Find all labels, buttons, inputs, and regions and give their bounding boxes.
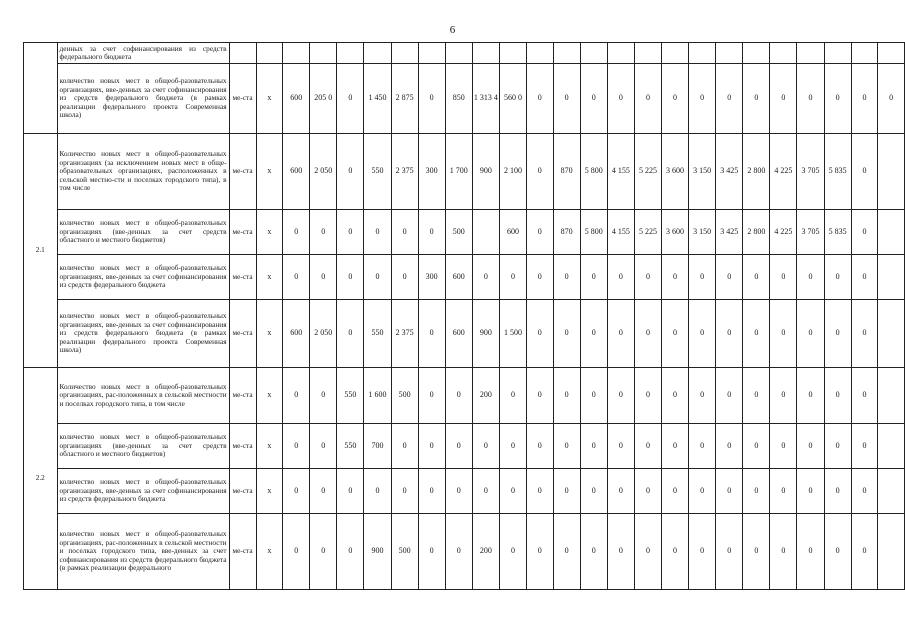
value-cell: 0 xyxy=(337,514,364,590)
value-cell: 0 xyxy=(689,514,716,590)
indicator-description: количество новых мест в общеоб-разовательных организациях, вве-денных за счет софинансирования из средств федерального бюджета (в рамках реализации федерального проекта Современная школа) xyxy=(57,64,229,134)
value-cell: 1 600 xyxy=(364,368,391,424)
value-cell: 600 xyxy=(445,300,472,368)
value-cell: 900 xyxy=(364,514,391,590)
value-cell: 0 xyxy=(743,255,770,300)
value-cell: 0 xyxy=(851,255,878,300)
value-cell: 0 xyxy=(716,255,743,300)
value-cell: 0 xyxy=(607,469,634,514)
value-cell: 2 375 xyxy=(391,134,418,210)
group-number-cell xyxy=(24,43,58,134)
value-cell: 1 500 xyxy=(499,300,526,368)
value-cell: 0 xyxy=(283,424,310,469)
value-cell xyxy=(527,43,554,64)
value-cell: 0 xyxy=(553,255,580,300)
value-cell xyxy=(499,43,526,64)
value-cell: 0 xyxy=(527,64,554,134)
value-cell: 0 xyxy=(499,514,526,590)
value-cell: 0 xyxy=(527,210,554,255)
value-cell xyxy=(607,43,634,64)
value-cell: 0 xyxy=(661,64,688,134)
value-cell xyxy=(634,43,661,64)
value-cell xyxy=(553,43,580,64)
value-cell: 0 xyxy=(337,134,364,210)
value-cell: 0 xyxy=(770,469,797,514)
value-cell: 4 225 xyxy=(770,210,797,255)
value-cell: 0 xyxy=(607,424,634,469)
value-cell xyxy=(472,210,499,255)
value-cell: 0 xyxy=(445,469,472,514)
value-cell: 0 xyxy=(337,255,364,300)
value-cell: 600 xyxy=(283,64,310,134)
value-cell: 0 xyxy=(689,64,716,134)
value-cell: 0 xyxy=(527,300,554,368)
indicator-description: количество новых мест в общеоб-разовательных организациях (вве-денных за счет средств областного и местного бюджетов) xyxy=(57,424,229,469)
value-cell: 0 xyxy=(283,368,310,424)
value-cell: 0 xyxy=(716,368,743,424)
value-cell: 0 xyxy=(580,368,607,424)
base-value-cell: х xyxy=(256,424,283,469)
value-cell: 2 800 xyxy=(743,210,770,255)
value-cell: 600 xyxy=(499,210,526,255)
value-cell: 0 xyxy=(337,64,364,134)
value-cell: 870 xyxy=(553,134,580,210)
value-cell: 0 xyxy=(851,514,878,590)
value-cell xyxy=(580,43,607,64)
value-cell: 0 xyxy=(797,424,824,469)
value-cell xyxy=(824,43,851,64)
value-cell: 0 xyxy=(824,368,851,424)
value-cell: 0 xyxy=(851,368,878,424)
value-cell: 0 xyxy=(743,424,770,469)
value-cell: 3 150 xyxy=(689,134,716,210)
value-cell: 0 xyxy=(689,255,716,300)
table-row xyxy=(24,210,905,255)
value-cell: 0 xyxy=(743,64,770,134)
value-cell xyxy=(878,424,905,469)
value-cell: 2 050 xyxy=(310,300,337,368)
value-cell: 0 xyxy=(499,424,526,469)
value-cell: 2 375 xyxy=(391,300,418,368)
value-cell: 3 600 xyxy=(661,134,688,210)
unit-cell: ме-ста xyxy=(229,64,256,134)
value-cell xyxy=(878,134,905,210)
table-row xyxy=(24,300,905,368)
value-cell: 3 425 xyxy=(716,134,743,210)
value-cell: 2 100 xyxy=(499,134,526,210)
page-number: 6 xyxy=(449,24,456,36)
value-cell: 1 313 4 xyxy=(472,64,499,134)
unit-cell: ме-ста xyxy=(229,300,256,368)
value-cell: 0 xyxy=(661,514,688,590)
value-cell: 600 xyxy=(283,134,310,210)
value-cell: 3 705 xyxy=(797,210,824,255)
value-cell: 0 xyxy=(661,368,688,424)
value-cell: 2 050 xyxy=(310,134,337,210)
value-cell xyxy=(797,43,824,64)
value-cell: 0 xyxy=(391,469,418,514)
value-cell: 0 xyxy=(391,424,418,469)
value-cell: 0 xyxy=(527,255,554,300)
value-cell xyxy=(661,43,688,64)
value-cell xyxy=(878,514,905,590)
value-cell: 0 xyxy=(797,300,824,368)
value-cell: 0 xyxy=(716,514,743,590)
value-cell: 0 xyxy=(824,64,851,134)
value-cell: 200 xyxy=(472,514,499,590)
value-cell xyxy=(878,255,905,300)
value-cell: 0 xyxy=(797,64,824,134)
value-cell: 0 xyxy=(770,368,797,424)
value-cell xyxy=(310,43,337,64)
value-cell: 300 xyxy=(418,134,445,210)
value-cell: 0 xyxy=(824,424,851,469)
indicator-description: количество новых мест в общеоб-разовательных организациях, вве-денных за счет софинансирования из средств федерального бюджета xyxy=(57,255,229,300)
value-cell: 0 xyxy=(824,514,851,590)
indicator-description: Количество новых мест в общеоб-разовательных организациях (за исключением новых мест в обще-образовательных организациях, расположенных в сельской местно-сти и поселках городского типа), в том числе xyxy=(57,134,229,210)
value-cell xyxy=(851,43,878,64)
value-cell: 0 xyxy=(580,424,607,469)
value-cell: 0 xyxy=(716,469,743,514)
table-row xyxy=(24,43,905,64)
value-cell: 5 800 xyxy=(580,210,607,255)
value-cell: 0 xyxy=(770,64,797,134)
value-cell: 0 xyxy=(851,134,878,210)
value-cell: 0 xyxy=(770,255,797,300)
value-cell: 0 xyxy=(472,469,499,514)
value-cell: 0 xyxy=(527,134,554,210)
value-cell: 1 450 xyxy=(364,64,391,134)
value-cell: 0 xyxy=(661,469,688,514)
unit-cell: ме-ста xyxy=(229,469,256,514)
value-cell: 0 xyxy=(418,469,445,514)
value-cell: 0 xyxy=(743,368,770,424)
value-cell: 300 xyxy=(418,255,445,300)
table-row xyxy=(24,368,905,424)
value-cell: 0 xyxy=(878,64,905,134)
value-cell xyxy=(878,43,905,64)
value-cell: 560 0 xyxy=(499,64,526,134)
value-cell: 0 xyxy=(337,300,364,368)
value-cell: 700 xyxy=(364,424,391,469)
value-cell: 0 xyxy=(418,210,445,255)
value-cell: 0 xyxy=(283,514,310,590)
value-cell: 0 xyxy=(689,300,716,368)
value-cell: 2 800 xyxy=(743,134,770,210)
value-cell: 500 xyxy=(445,210,472,255)
value-cell: 5 225 xyxy=(634,210,661,255)
value-cell: 0 xyxy=(283,210,310,255)
table-row xyxy=(24,255,905,300)
value-cell: 0 xyxy=(553,424,580,469)
value-cell xyxy=(878,300,905,368)
value-cell: 0 xyxy=(418,64,445,134)
value-cell: 0 xyxy=(310,514,337,590)
unit-cell: ме-ста xyxy=(229,514,256,590)
value-cell: 0 xyxy=(689,469,716,514)
value-cell xyxy=(770,43,797,64)
value-cell xyxy=(391,43,418,64)
value-cell: 0 xyxy=(607,514,634,590)
value-cell: 200 xyxy=(472,368,499,424)
value-cell: 0 xyxy=(797,255,824,300)
value-cell: 0 xyxy=(391,210,418,255)
value-cell: 5 835 xyxy=(824,134,851,210)
base-value-cell: х xyxy=(256,64,283,134)
unit-cell: ме-ста xyxy=(229,255,256,300)
table-row xyxy=(24,134,905,210)
value-cell: 0 xyxy=(337,210,364,255)
value-cell: 0 xyxy=(580,300,607,368)
indicator-description: количество новых мест в общеоб-разовательных организациях, вве-денных за счет софинансирования из средств федерального бюджета (в рамках реализации федерального проекта Современная школа) xyxy=(57,300,229,368)
value-cell: 0 xyxy=(553,64,580,134)
value-cell: 0 xyxy=(824,469,851,514)
value-cell: 0 xyxy=(689,368,716,424)
value-cell: 0 xyxy=(310,469,337,514)
value-cell xyxy=(689,43,716,64)
value-cell: 0 xyxy=(580,64,607,134)
value-cell: 0 xyxy=(607,368,634,424)
group-number-cell: 2.2 xyxy=(24,368,58,590)
value-cell: 0 xyxy=(851,64,878,134)
value-cell: 0 xyxy=(418,514,445,590)
value-cell: 0 xyxy=(418,424,445,469)
base-value-cell: х xyxy=(256,255,283,300)
value-cell: 0 xyxy=(310,210,337,255)
value-cell: 0 xyxy=(607,64,634,134)
value-cell: 5 225 xyxy=(634,134,661,210)
value-cell: 0 xyxy=(391,255,418,300)
value-cell: 0 xyxy=(445,368,472,424)
value-cell: 0 xyxy=(364,210,391,255)
value-cell: 0 xyxy=(527,469,554,514)
value-cell: 0 xyxy=(364,255,391,300)
value-cell xyxy=(283,43,310,64)
indicator-description: количество новых мест в общеоб-разовательных организациях, рас-положенных в сельской местности и поселках городского типа, вве-денных за счет софинансирования из средств федерального бюджета (в рамках реализации федерального xyxy=(57,514,229,590)
value-cell: 0 xyxy=(364,469,391,514)
value-cell: 0 xyxy=(716,64,743,134)
value-cell: 0 xyxy=(310,255,337,300)
base-value-cell: х xyxy=(256,134,283,210)
value-cell: 0 xyxy=(527,514,554,590)
value-cell: 850 xyxy=(445,64,472,134)
value-cell: 0 xyxy=(770,514,797,590)
value-cell: 0 xyxy=(527,368,554,424)
value-cell: 5 800 xyxy=(580,134,607,210)
value-cell: 0 xyxy=(743,514,770,590)
value-cell: 550 xyxy=(364,134,391,210)
value-cell: 0 xyxy=(743,300,770,368)
value-cell: 0 xyxy=(445,514,472,590)
value-cell: 0 xyxy=(797,469,824,514)
value-cell: 0 xyxy=(499,368,526,424)
value-cell: 0 xyxy=(445,424,472,469)
value-cell: 0 xyxy=(851,210,878,255)
value-cell: 870 xyxy=(553,210,580,255)
unit-cell xyxy=(229,43,256,64)
value-cell: 0 xyxy=(607,255,634,300)
value-cell: 600 xyxy=(283,300,310,368)
base-value-cell: х xyxy=(256,210,283,255)
value-cell: 205 0 xyxy=(310,64,337,134)
value-cell xyxy=(364,43,391,64)
value-cell: 500 xyxy=(391,368,418,424)
value-cell: 0 xyxy=(851,300,878,368)
value-cell: 0 xyxy=(661,424,688,469)
value-cell xyxy=(418,43,445,64)
value-cell: 2 875 xyxy=(391,64,418,134)
indicator-description: денных за счет софинансирования из средств федерального бюджета xyxy=(57,43,229,64)
value-cell: 0 xyxy=(553,514,580,590)
value-cell: 0 xyxy=(580,469,607,514)
value-cell: 900 xyxy=(472,300,499,368)
value-cell: 0 xyxy=(607,300,634,368)
unit-cell: ме-ста xyxy=(229,210,256,255)
indicators-table xyxy=(23,42,905,590)
value-cell: 0 xyxy=(661,300,688,368)
value-cell: 0 xyxy=(743,469,770,514)
value-cell: 0 xyxy=(824,255,851,300)
value-cell: 0 xyxy=(283,255,310,300)
value-cell: 550 xyxy=(337,424,364,469)
value-cell xyxy=(472,43,499,64)
value-cell: 0 xyxy=(553,300,580,368)
base-value-cell: х xyxy=(256,514,283,590)
value-cell: 0 xyxy=(310,368,337,424)
base-value-cell: х xyxy=(256,300,283,368)
value-cell: 0 xyxy=(661,255,688,300)
value-cell: 0 xyxy=(634,469,661,514)
value-cell: 0 xyxy=(797,368,824,424)
value-cell: 3 705 xyxy=(797,134,824,210)
value-cell: 3 425 xyxy=(716,210,743,255)
value-cell: 900 xyxy=(472,134,499,210)
indicator-description: количество новых мест в общеоб-разовательных организациях (вве-денных за счет средств областного и местного бюджетов) xyxy=(57,210,229,255)
value-cell: 0 xyxy=(716,424,743,469)
base-value-cell xyxy=(256,43,283,64)
value-cell xyxy=(878,368,905,424)
value-cell: 0 xyxy=(337,469,364,514)
value-cell: 0 xyxy=(580,255,607,300)
value-cell: 0 xyxy=(418,368,445,424)
value-cell: 0 xyxy=(499,255,526,300)
table-row xyxy=(24,469,905,514)
value-cell: 0 xyxy=(499,469,526,514)
table-body xyxy=(24,43,905,590)
value-cell: 0 xyxy=(634,64,661,134)
value-cell: 4 155 xyxy=(607,210,634,255)
value-cell: 0 xyxy=(770,424,797,469)
group-number-cell: 2.1 xyxy=(24,134,58,368)
value-cell xyxy=(743,43,770,64)
value-cell: 550 xyxy=(337,368,364,424)
indicator-description: количество новых мест в общеоб-разовательных организациях, вве-денных за счет софинансирования из средств федерального бюджета xyxy=(57,469,229,514)
value-cell: 3 600 xyxy=(661,210,688,255)
value-cell: 550 xyxy=(364,300,391,368)
value-cell: 0 xyxy=(851,469,878,514)
value-cell: 4 225 xyxy=(770,134,797,210)
value-cell: 0 xyxy=(553,469,580,514)
base-value-cell: х xyxy=(256,469,283,514)
table-row xyxy=(24,64,905,134)
value-cell xyxy=(878,210,905,255)
value-cell: 0 xyxy=(553,368,580,424)
value-cell: 3 150 xyxy=(689,210,716,255)
unit-cell: ме-ста xyxy=(229,368,256,424)
value-cell: 500 xyxy=(391,514,418,590)
value-cell: 0 xyxy=(770,300,797,368)
value-cell: 0 xyxy=(634,424,661,469)
value-cell: 0 xyxy=(472,255,499,300)
value-cell: 4 155 xyxy=(607,134,634,210)
value-cell: 600 xyxy=(445,255,472,300)
value-cell: 0 xyxy=(634,368,661,424)
unit-cell: ме-ста xyxy=(229,424,256,469)
unit-cell: ме-ста xyxy=(229,134,256,210)
value-cell xyxy=(445,43,472,64)
value-cell: 0 xyxy=(689,424,716,469)
table-row xyxy=(24,514,905,590)
value-cell: 0 xyxy=(634,255,661,300)
value-cell: 0 xyxy=(716,300,743,368)
value-cell: 5 835 xyxy=(824,210,851,255)
value-cell xyxy=(878,469,905,514)
value-cell xyxy=(716,43,743,64)
value-cell: 0 xyxy=(310,424,337,469)
indicator-description: Количество новых мест в общеоб-разовательных организациях, рас-положенных в сельской местности и поселках городского типа, в том числе xyxy=(57,368,229,424)
table-row xyxy=(24,424,905,469)
value-cell: 0 xyxy=(797,514,824,590)
value-cell: 0 xyxy=(634,300,661,368)
value-cell: 0 xyxy=(283,469,310,514)
value-cell: 1 700 xyxy=(445,134,472,210)
value-cell: 0 xyxy=(472,424,499,469)
value-cell: 0 xyxy=(580,514,607,590)
value-cell: 0 xyxy=(527,424,554,469)
value-cell: 0 xyxy=(824,300,851,368)
value-cell xyxy=(337,43,364,64)
value-cell: 0 xyxy=(634,514,661,590)
base-value-cell: х xyxy=(256,368,283,424)
value-cell: 0 xyxy=(851,424,878,469)
value-cell: 0 xyxy=(418,300,445,368)
